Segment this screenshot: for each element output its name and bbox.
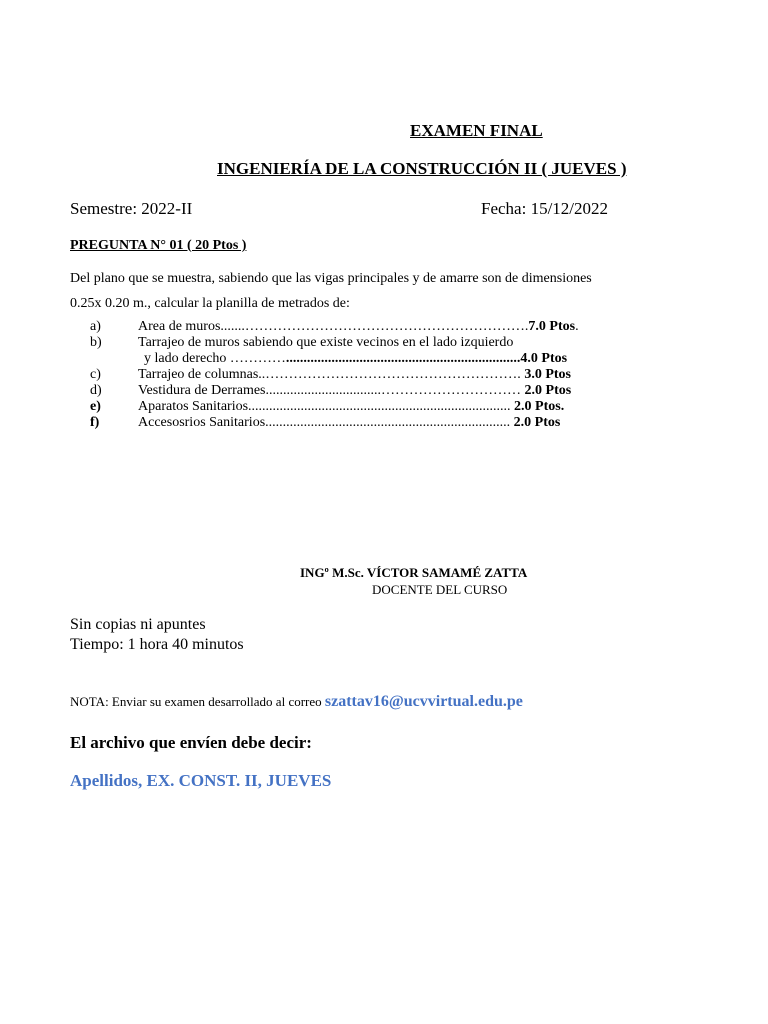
list-item-points: 2.0 Ptos xyxy=(521,383,572,398)
intro-line-2: 0.25x 0.20 m., calcular la planilla de metrados de: xyxy=(70,296,350,311)
nota-line xyxy=(70,693,523,711)
rule-no-copies: Sin copias ni apuntes xyxy=(70,616,206,633)
list-item-continuation-text: y lado derecho ………… xyxy=(144,351,286,366)
exam-title: EXAMEN FINAL xyxy=(410,121,543,140)
list-item-text: Vestidura de Derrames.................................………………………… xyxy=(138,383,522,398)
list-item-text: Tarrajeo de muros sabiendo que existe vecinos en el lado izquierdo xyxy=(138,335,514,350)
metrados-list xyxy=(90,319,650,431)
list-item-text-wrap xyxy=(138,367,571,383)
rule-time: Tiempo: 1 hora 40 minutos xyxy=(70,636,244,653)
list-item-continuation xyxy=(90,351,650,367)
nota-text: NOTA: Enviar su examen desarrollado al correo xyxy=(70,694,325,709)
question-heading: PREGUNTA N° 01 ( 20 Ptos ) xyxy=(70,238,247,253)
list-item-text-wrap xyxy=(138,415,560,431)
list-item xyxy=(90,415,650,431)
email-link[interactable]: szattav16@ucvvirtual.edu.pe xyxy=(324,693,523,710)
list-item xyxy=(90,335,650,351)
list-item-points: 7.0 Ptos xyxy=(528,319,576,334)
list-marker: f) xyxy=(90,415,100,430)
semestre-label: Semestre: 2022-II xyxy=(70,199,193,218)
fecha-label: Fecha: 15/12/2022 xyxy=(481,199,609,218)
list-item-continuation-dots: ................................................................... xyxy=(285,351,521,366)
filename-format: Apellidos, EX. CONST. II, JUEVES xyxy=(70,771,332,790)
list-item-text: Area de muros.......……………………………………………………. xyxy=(138,319,529,334)
list-item-points: 4.0 Ptos xyxy=(520,351,568,366)
list-item-text: Aparatos Sanitarios........................................................................... xyxy=(138,399,511,414)
signature-name: INGº M.Sc. VÍCTOR SAMAMÉ ZATTA xyxy=(300,565,528,580)
list-item xyxy=(90,399,650,415)
list-marker: d) xyxy=(90,383,102,398)
list-item-points: 3.0 Ptos xyxy=(520,367,571,382)
course-subtitle: INGENIERÍA DE LA CONSTRUCCIÓN II ( JUEVES ) xyxy=(217,159,627,178)
intro-line-1: Del plano que se muestra, sabiendo que las vigas principales y de amarre son de dimensiones xyxy=(70,271,592,286)
list-marker: c) xyxy=(90,367,101,382)
list-item-text: Accesosrios Sanitarios...................................................................... xyxy=(138,415,511,430)
list-item xyxy=(90,367,650,383)
archivo-heading: El archivo que envíen debe decir: xyxy=(70,733,312,752)
list-marker: e) xyxy=(90,399,101,414)
list-marker: b) xyxy=(90,335,102,350)
list-item-points: 2.0 Ptos. xyxy=(510,399,565,414)
list-item-suffix: . xyxy=(575,319,579,334)
list-marker: a) xyxy=(90,319,101,334)
list-item-text-wrap xyxy=(138,399,564,415)
list-item xyxy=(90,383,650,399)
list-item-points: 2.0 Ptos xyxy=(510,415,561,430)
list-item xyxy=(90,319,650,335)
list-item-text-wrap xyxy=(138,383,571,399)
signature-role: DOCENTE DEL CURSO xyxy=(372,582,508,597)
list-item-text-wrap xyxy=(138,319,579,335)
list-item-text: Tarrajeo de columnas..………………………………………………. xyxy=(138,367,521,382)
